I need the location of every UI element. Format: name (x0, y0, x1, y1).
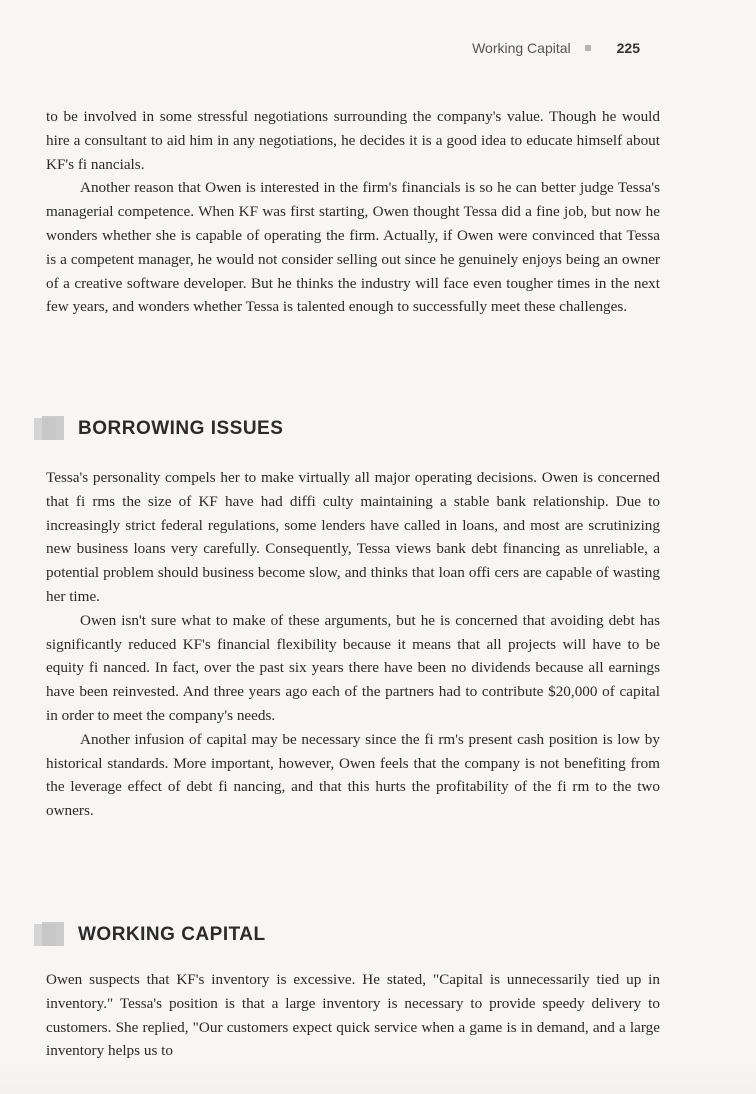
running-title: Working Capital (472, 40, 571, 56)
separator-square-icon (585, 45, 591, 51)
running-head (472, 40, 640, 56)
working-capital-text (46, 968, 660, 1063)
heading-marker-icon (34, 922, 64, 948)
section-heading-borrowing (34, 416, 283, 442)
paragraph: Tessa's personality compels her to make virtually all major operating decisions. Owen is concerned that fi rms the size of KF have had diffi culty maintaining a stable bank relationship. Due to increasingly strict federal regulations, some lenders have called in loans, and most are scrutinizing new business loans very carefully. Consequently, Tessa views bank debt financing as unreliable, a potential problem should business become slow, and thinks that loan offi cers are capable of wasting her time. (46, 469, 660, 605)
paragraph: Owen suspects that KF's inventory is excessive. He stated, "Capital is unnecessarily tied up in inventory." Tessa's position is that a large inventory is necessary to provide speedy delivery to customers. She replied, "Our customers expect quick service when a game is in demand, and a large inventory helps us to (46, 971, 660, 1060)
page-number: 225 (616, 40, 640, 56)
paragraph: Another infusion of capital may be necessary since the fi rm's present cash position is low by historical standards. More important, however, Owen feels that the company is not benefiting from the leverage effect of debt fi nancing, and that this hurts the profitability of the fi rm to the two owners. (46, 730, 660, 820)
paragraph: Owen isn't sure what to make of these arguments, but he is concerned that avoiding debt has significantly reduced KF's financial flexibility because it means that all projects will have to be equity fi nanced. In fact, over the past six years there have been no dividends because all earnings have been reinvested. And three years ago each of the partners had to contribute $20,000 of capital in order to meet the company's needs. (46, 611, 660, 724)
intro-text (46, 105, 660, 319)
borrowing-text (46, 466, 660, 823)
paragraph: Another reason that Owen is interested in the firm's financials is so he can better judge Tessa's managerial competence. When KF was first starting, Owen thought Tessa did a fine job, but now he wonders whether she is capable of operating the firm. Actually, if Owen were convinced that Tessa is a competent manager, he would not consider selling out since he genuinely enjoys being an owner of a creative software developer. But he thinks the industry will face even tougher times in the next few years, and wonders whether Tessa is talented enough to successfully meet these challenges. (46, 179, 660, 316)
section-title: WORKING CAPITAL (78, 924, 266, 945)
page-bottom-shadow (0, 1060, 756, 1094)
section-heading-working-capital (34, 922, 266, 948)
heading-marker-icon (34, 416, 64, 442)
section-title: BORROWING ISSUES (78, 418, 284, 439)
paragraph: to be involved in some stressful negotiations surrounding the company's value. Though he would hire a consultant to aid him in any negotiations, he decides it is a good idea to educate himself about KF's fi nancials. (46, 108, 660, 173)
